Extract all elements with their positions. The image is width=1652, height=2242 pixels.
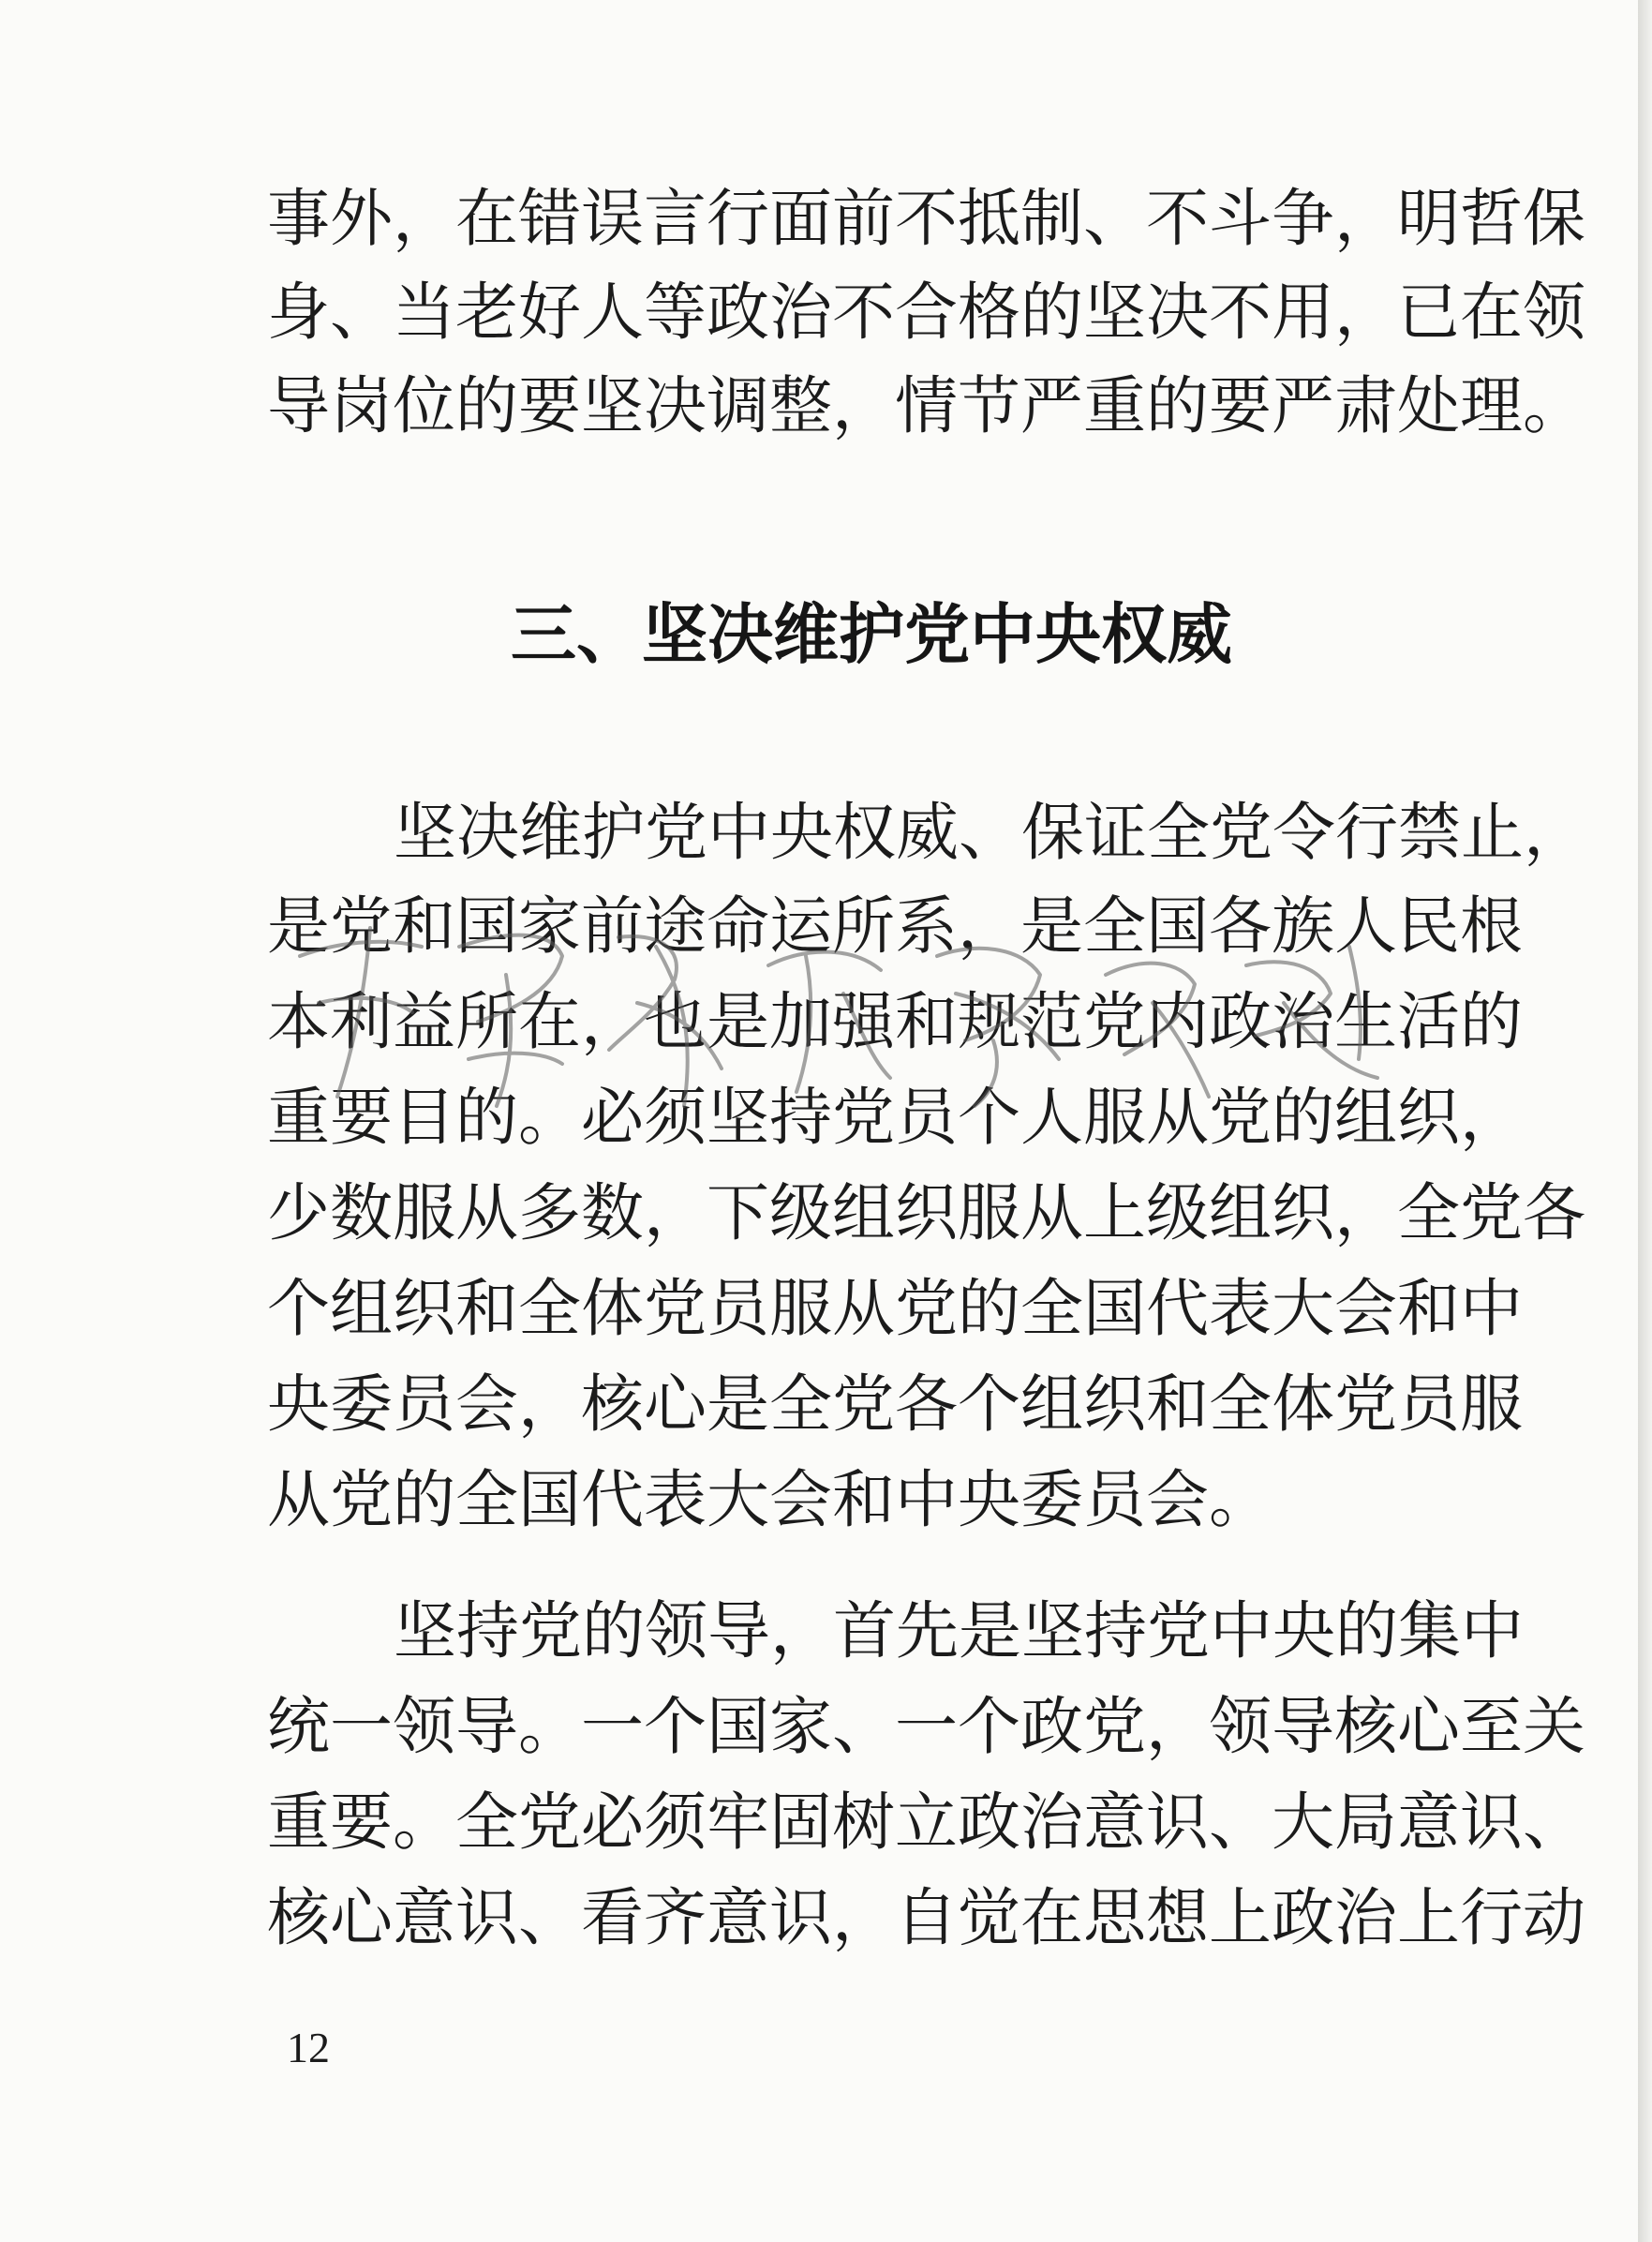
- paragraph-3-line-2: 统一领导。一个国家、一个政党，领导核心至关: [267, 1690, 1585, 1763]
- paragraph-2-line-4: 重要目的。必须坚持党员个人服从党的组织，: [267, 1081, 1523, 1154]
- paragraph-2-line-1: 坚决维护党中央权威、保证全党令行禁止，: [394, 796, 1586, 869]
- section-heading: 三、坚决维护党中央权威: [511, 596, 1232, 673]
- paragraph-2-line-8: 从党的全国代表大会和中央委员会。: [267, 1463, 1272, 1536]
- paragraph-3-line-3: 重要。全党必须牢固树立政治意识、大局意识、: [267, 1786, 1585, 1859]
- page-number: 12: [287, 2024, 330, 2071]
- page-edge: [1638, 0, 1652, 2242]
- paragraph-2-line-2: 是党和国家前途命运所系，是全国各族人民根: [267, 889, 1523, 963]
- paragraph-2-line-6: 个组织和全体党员服从党的全国代表大会和中: [267, 1272, 1523, 1345]
- paragraph-3-line-4: 核心意识、看齐意识，自觉在思想上政治上行动: [267, 1881, 1585, 1954]
- paragraph-2-line-7: 央委员会，核心是全党各个组织和全体党员服: [267, 1368, 1523, 1441]
- paragraph-2-line-5: 少数服从多数，下级组织服从上级组织，全党各: [267, 1176, 1585, 1249]
- paragraph-2-line-3: 本利益所在，也是加强和规范党内政治生活的: [267, 985, 1523, 1058]
- paragraph-1-line-1: 事外，在错误言行面前不抵制、不斗争，明哲保: [267, 182, 1585, 255]
- paragraph-1-line-3: 导岗位的要坚决调整，情节严重的要严肃处理。: [267, 369, 1585, 442]
- paragraph-1-line-2: 身、当老好人等政治不合格的坚决不用，已在领: [267, 276, 1585, 349]
- paragraph-3-line-1: 坚持党的领导，首先是坚持党中央的集中: [394, 1594, 1524, 1667]
